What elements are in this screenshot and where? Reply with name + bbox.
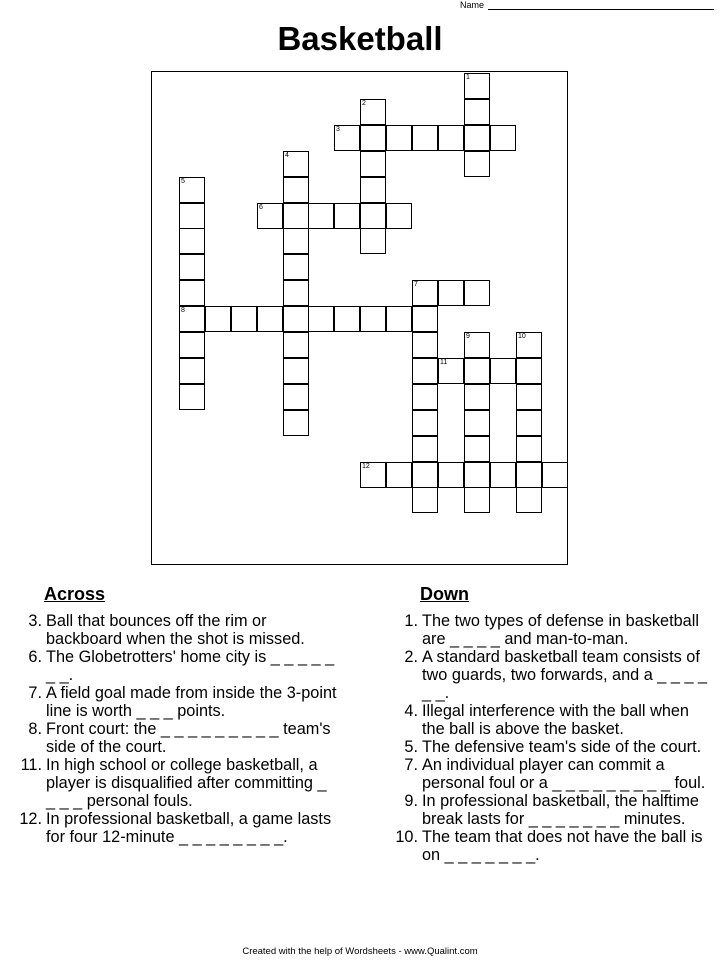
grid-cell[interactable] <box>516 358 542 384</box>
clue-num: 7. <box>404 756 418 774</box>
grid-cell[interactable] <box>308 203 334 229</box>
clue-num: 5. <box>404 738 418 756</box>
footer-credit: Created with the help of Wordsheets - www.Qualint.com <box>242 946 478 957</box>
clue-text: A standard basketball team consists of two guards, two forwards, and a _ _ _ _ _ _. <box>422 648 708 702</box>
grid-cell[interactable] <box>283 177 309 203</box>
clue-text: In high school or college basketball, a player is disqualified after committing _ _ _ _ personal fouls. <box>46 756 327 810</box>
clue-num: 4. <box>404 702 418 720</box>
clue-text: In professional basketball, a game lasts for four 12-minute _ _ _ _ _ _ _ _. <box>46 810 332 846</box>
grid-cell[interactable] <box>283 358 309 384</box>
clue-num: 6. <box>28 648 42 666</box>
clue-number: 9 <box>466 333 470 340</box>
grid-cell[interactable] <box>490 125 516 151</box>
grid-cell[interactable] <box>464 358 490 384</box>
grid-cell[interactable] <box>334 125 360 151</box>
clue-text: In professional basketball, the halftime break lasts for _ _ _ _ _ _ _ minutes. <box>422 792 699 828</box>
across-clues <box>0 584 338 846</box>
grid-cell[interactable] <box>360 125 386 151</box>
grid-cell[interactable] <box>438 358 464 384</box>
grid-cell[interactable] <box>412 410 438 436</box>
grid-cell[interactable] <box>360 151 386 177</box>
down-clue <box>376 702 716 738</box>
grid-cell[interactable] <box>386 306 412 332</box>
grid-cell[interactable] <box>360 99 386 125</box>
grid-cell[interactable] <box>412 125 438 151</box>
grid-cell[interactable] <box>412 436 438 462</box>
grid-cell[interactable] <box>283 306 309 332</box>
grid-cell[interactable] <box>179 228 205 254</box>
across-clue <box>0 684 338 720</box>
grid-cell[interactable] <box>386 203 412 229</box>
down-clue <box>376 756 716 792</box>
grid-cell[interactable] <box>464 410 490 436</box>
clue-text: The team that does not have the ball is on _ _ _ _ _ _ _. <box>422 828 703 864</box>
clue-number: 10 <box>518 333 526 340</box>
grid-cell[interactable] <box>464 332 490 358</box>
down-clue <box>376 612 716 648</box>
down-clues <box>376 584 716 864</box>
grid-cell[interactable] <box>464 99 490 125</box>
across-clue <box>0 756 338 810</box>
grid-cell[interactable] <box>412 384 438 410</box>
clue-number: 7 <box>414 281 418 288</box>
clue-text: An individual player can commit a personal foul or a _ _ _ _ _ _ _ _ _ foul. <box>422 756 706 792</box>
grid-cell[interactable] <box>360 203 386 229</box>
clue-num: 12. <box>19 810 42 828</box>
grid-cell[interactable] <box>490 358 516 384</box>
clue-text: Illegal interference with the ball when the ball is above the basket. <box>422 702 689 738</box>
grid-cell[interactable] <box>360 177 386 203</box>
grid-cell[interactable] <box>257 203 283 229</box>
down-clue-list <box>376 612 716 864</box>
across-clue <box>0 720 338 756</box>
clue-number: 1 <box>466 74 470 81</box>
grid-cell[interactable] <box>464 280 490 306</box>
down-clue <box>376 828 716 864</box>
clue-num: 10. <box>395 828 418 846</box>
grid-cell[interactable] <box>412 306 438 332</box>
grid-cell[interactable] <box>412 332 438 358</box>
name-field[interactable] <box>488 1 714 10</box>
grid-cell[interactable] <box>490 462 516 488</box>
clue-text: A field goal made from inside the 3-point line is worth _ _ _ points. <box>46 684 337 720</box>
grid-cell[interactable] <box>179 332 205 358</box>
grid-cell[interactable] <box>179 203 205 229</box>
across-clue <box>0 612 338 648</box>
across-clue <box>0 810 338 846</box>
grid-cell[interactable] <box>283 280 309 306</box>
grid-cell[interactable] <box>464 487 490 513</box>
grid-cell[interactable] <box>283 203 309 229</box>
grid-cell[interactable] <box>283 228 309 254</box>
grid-cell[interactable] <box>283 254 309 280</box>
clue-number: 6 <box>259 204 263 211</box>
clue-text: Front court: the _ _ _ _ _ _ _ _ _ team's side of the court. <box>46 720 331 756</box>
grid-cell[interactable] <box>464 151 490 177</box>
grid-cell[interactable] <box>283 151 309 177</box>
clue-num: 1. <box>404 612 418 630</box>
grid-cell[interactable] <box>283 332 309 358</box>
grid-cell[interactable] <box>179 384 205 410</box>
grid-cell[interactable] <box>334 306 360 332</box>
grid-cell[interactable] <box>516 487 542 513</box>
grid-cell[interactable] <box>438 125 464 151</box>
grid-cell[interactable] <box>464 125 490 151</box>
name-line <box>460 0 714 10</box>
down-heading: Down <box>420 584 469 604</box>
clue-number: 4 <box>285 152 289 159</box>
grid-cell[interactable] <box>360 228 386 254</box>
grid-cell[interactable] <box>542 462 568 488</box>
grid-cell[interactable] <box>179 177 205 203</box>
grid-cell[interactable] <box>179 358 205 384</box>
clue-number: 12 <box>362 463 370 470</box>
clue-number: 2 <box>362 100 366 107</box>
grid-cell[interactable] <box>360 306 386 332</box>
down-clue <box>376 738 716 756</box>
grid-cell[interactable] <box>257 306 283 332</box>
clue-number: 8 <box>181 307 185 314</box>
grid-cell[interactable] <box>283 384 309 410</box>
clue-num: 7. <box>28 684 42 702</box>
grid-cell[interactable] <box>283 410 309 436</box>
grid-cell[interactable] <box>464 384 490 410</box>
grid-cell[interactable] <box>464 436 490 462</box>
grid-cell[interactable] <box>179 280 205 306</box>
grid-cell[interactable] <box>179 254 205 280</box>
page-title: Basketball <box>277 20 443 57</box>
grid-cell[interactable] <box>516 384 542 410</box>
grid-cell[interactable] <box>179 306 205 332</box>
grid-cell[interactable] <box>334 203 360 229</box>
across-heading: Across <box>44 584 106 604</box>
clue-number: 3 <box>336 126 340 133</box>
clue-num: 2. <box>404 648 418 666</box>
clue-num: 3. <box>28 612 42 630</box>
clue-text: Ball that bounces off the rim or backboard when the shot is missed. <box>46 612 305 648</box>
clue-num: 8. <box>28 720 42 738</box>
grid-cell[interactable] <box>464 73 490 99</box>
clue-number: 11 <box>440 359 448 366</box>
clue-text: The Globetrotters' home city is _ _ _ _ _ _ _. <box>46 648 335 684</box>
grid-cell[interactable] <box>308 306 334 332</box>
name-label: Name <box>460 0 485 10</box>
grid-cell[interactable] <box>360 462 386 488</box>
across-clue-list <box>0 612 338 846</box>
grid-cell[interactable] <box>386 125 412 151</box>
down-clue <box>376 648 716 702</box>
grid-cell[interactable] <box>231 306 257 332</box>
across-clue <box>0 648 338 684</box>
clue-text: The defensive team's side of the court. <box>422 738 702 756</box>
grid-cell[interactable] <box>412 487 438 513</box>
grid-cell[interactable] <box>386 462 412 488</box>
grid-cell[interactable] <box>516 436 542 462</box>
grid-cell[interactable] <box>205 306 231 332</box>
grid-cell[interactable] <box>438 462 464 488</box>
grid-cell[interactable] <box>516 410 542 436</box>
grid-cell[interactable] <box>412 462 438 488</box>
grid-cell[interactable] <box>516 332 542 358</box>
crossword-grid <box>151 71 568 565</box>
clue-number: 5 <box>181 178 185 185</box>
clue-num: 9. <box>404 792 418 810</box>
grid-cell[interactable] <box>438 280 464 306</box>
grid-cell[interactable] <box>516 462 542 488</box>
clue-text: The two types of defense in basketball are _ _ _ _ and man-to-man. <box>422 612 699 648</box>
grid-cell[interactable] <box>412 280 438 306</box>
clue-num: 11. <box>20 756 42 774</box>
grid-cell[interactable] <box>464 462 490 488</box>
grid-cell[interactable] <box>412 358 438 384</box>
down-clue <box>376 792 716 828</box>
